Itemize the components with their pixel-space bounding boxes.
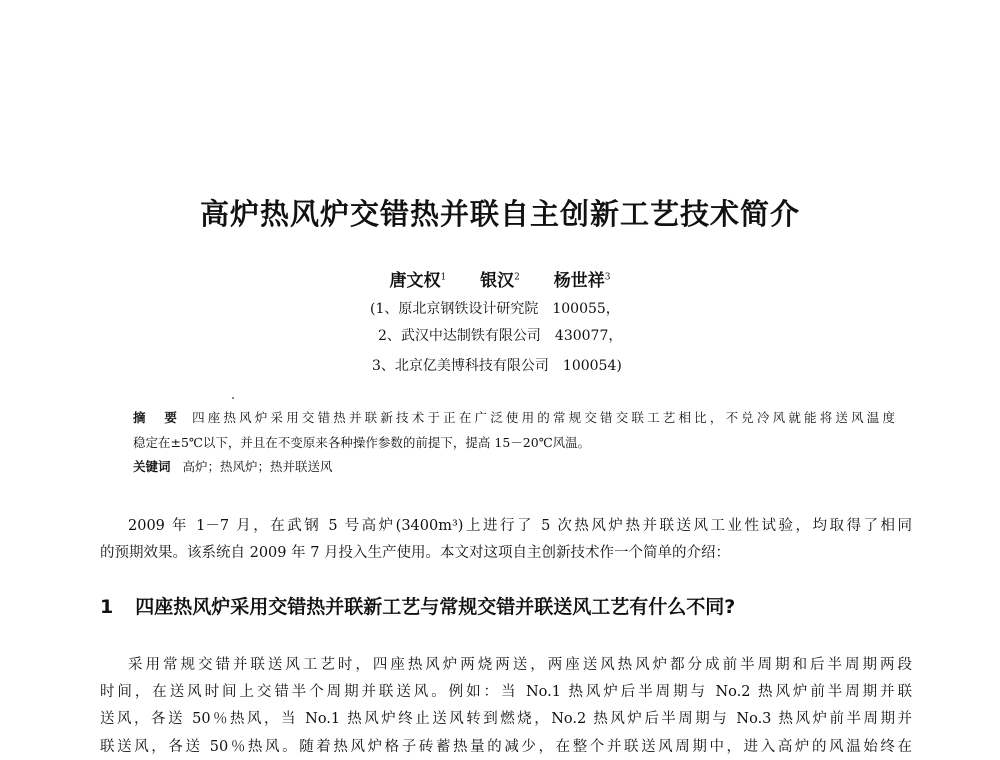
paragraph-line: 2009 年 1－7 月，在武钢 5 号高炉(3400m³)上进行了 5 次热风炉热并联送风工业性试验，均取得了相同 bbox=[128, 518, 912, 534]
affiliation: 3、北京亿美博科技有限公司 100054) bbox=[372, 358, 622, 374]
paragraph-line: 的预期效果。该系统自 2009 年 7 月投入生产使用。本文对这项自主创新技术作一个简单的介绍： bbox=[100, 545, 731, 561]
author: 唐文权$^1$ bbox=[389, 271, 447, 291]
keywords: 关键词 高炉；热风炉；热并联送风 bbox=[133, 459, 333, 474]
abstract-line: 稳定在±5℃以下，并且在不变原来各种操作参数的前提下，提高 15－20℃风温。 bbox=[133, 435, 591, 450]
paragraph-line: 送风，各送 50％热风，当 No.1 热风炉终止送风转到燃烧，No.2 热风炉后半周期与 No.3 热风炉前半周期并 bbox=[100, 711, 912, 727]
paragraph-line: 采用常规交错并联送风工艺时，四座热风炉两烧两送，两座送风热风炉都分成前半周期和后半周期两段 bbox=[128, 657, 912, 673]
affiliation: 2、武汉中达制铁有限公司 430077， bbox=[378, 328, 623, 344]
authors bbox=[0, 266, 1000, 291]
section-heading: 1 四座热风炉采用交错热并联新工艺与常规交错并联送风工艺有什么不同? bbox=[100, 596, 736, 618]
paper-title: 高炉热风炉交错热并联自主创新工艺技术简介 bbox=[199, 197, 800, 231]
paragraph-line: 时间，在送风时间上交错半个周期并联送风。例如：当 No.1 热风炉后半周期与 No.2 热风炉前半周期并联 bbox=[100, 684, 912, 700]
author: 杨世祥$^3$ bbox=[553, 271, 611, 291]
speck bbox=[232, 397, 234, 399]
paragraph-line: 联送风，各送 50％热风。随着热风炉格子砖蓄热量的减少，在整个并联送风周期中，进入高炉的风温始终在 bbox=[100, 739, 912, 755]
affiliation: (1、原北京钢铁设计研究院 100055， bbox=[370, 301, 620, 317]
abstract-line: 摘 要 四座热风炉采用交错热并联新技术于正在广泛使用的常规交错交联工艺相比，不兑冷风就能将送风温度 bbox=[133, 410, 895, 425]
author: 银汉$^2$ bbox=[480, 271, 520, 291]
